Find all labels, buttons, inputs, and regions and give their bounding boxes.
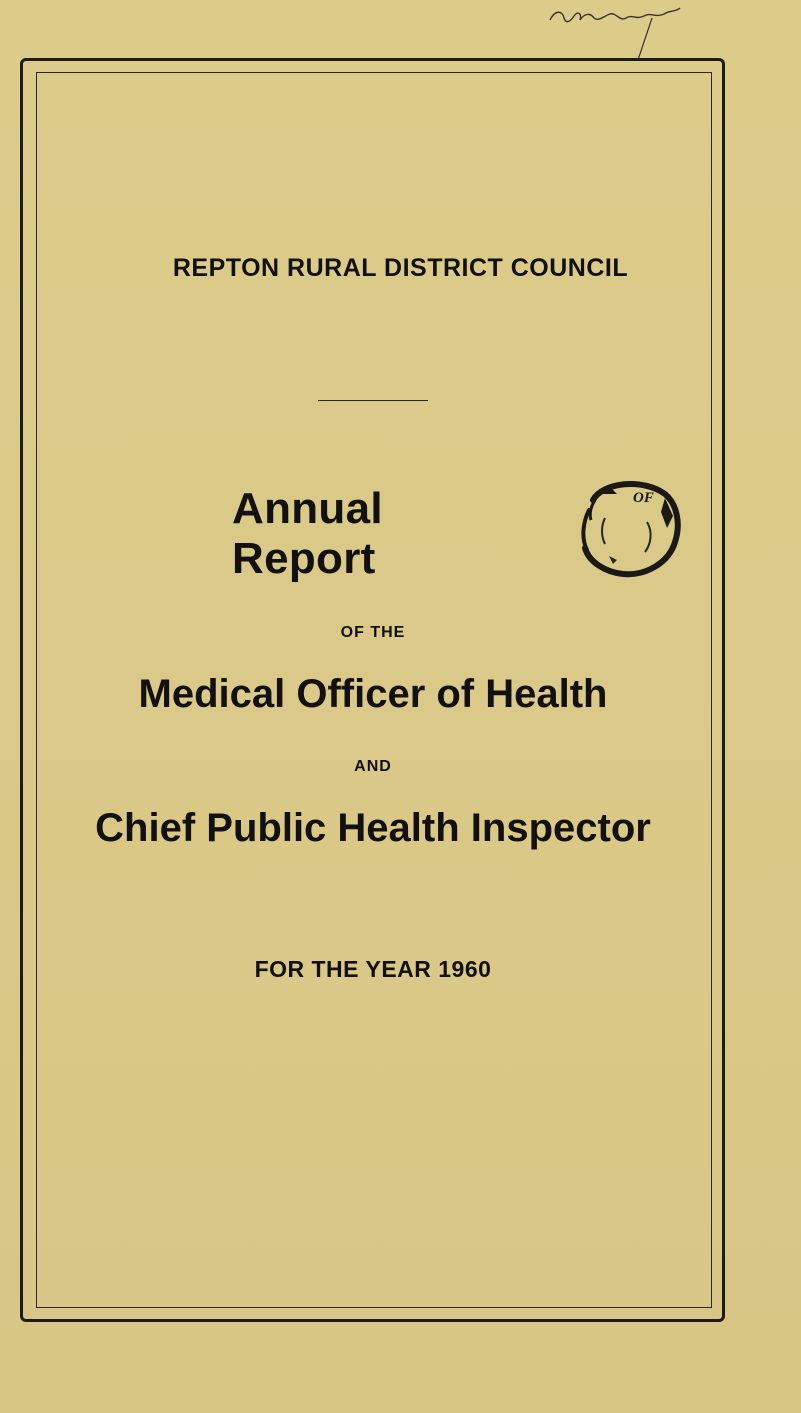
- report-title: Annual Report: [232, 484, 383, 583]
- divider: [318, 400, 428, 401]
- council-name: REPTON RURAL DISTRICT COUNCIL: [172, 254, 629, 282]
- inspector-title: Chief Public Health Inspector: [95, 806, 651, 850]
- report-year: FOR THE YEAR 1960: [254, 956, 492, 982]
- conjunction-and: AND: [354, 758, 392, 775]
- officer-title: Medical Officer of Health: [138, 672, 608, 716]
- handwritten-signature: [540, 0, 700, 60]
- council-crest-icon: [565, 472, 685, 584]
- crest-lettering: OF: [633, 490, 654, 506]
- subtitle-of-the: OF THE: [340, 624, 406, 641]
